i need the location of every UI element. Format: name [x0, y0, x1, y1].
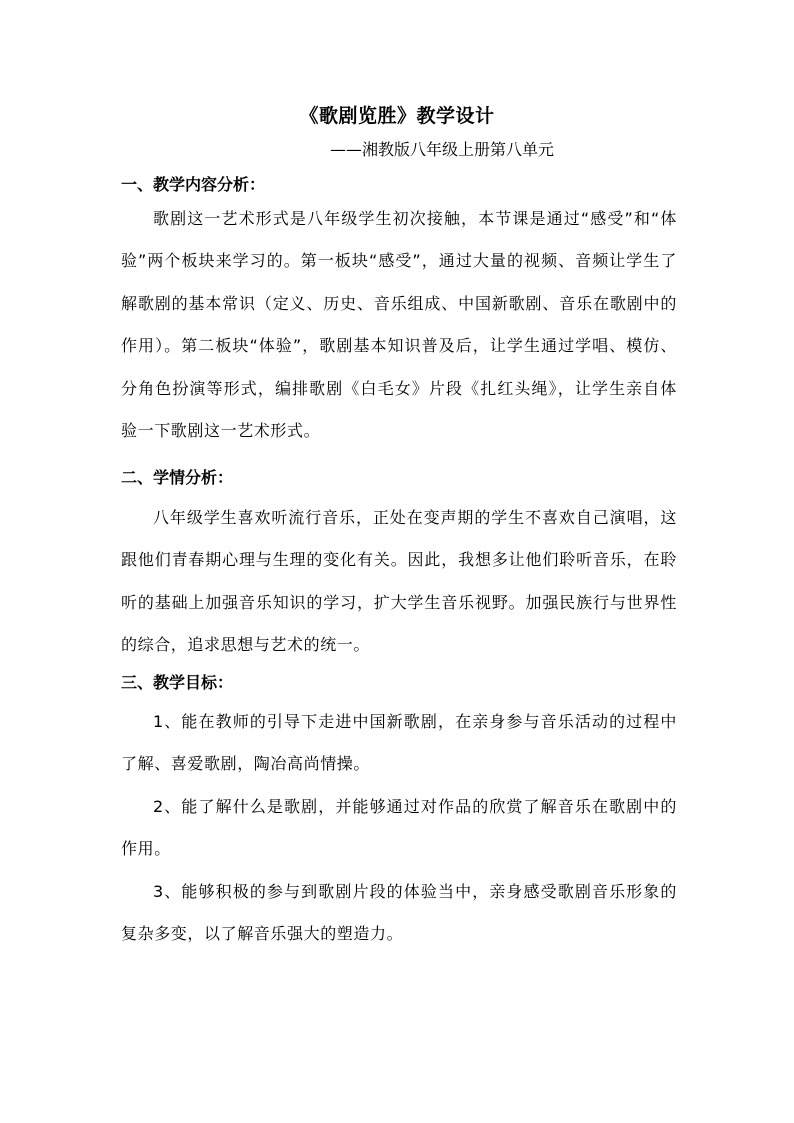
paragraph-student-analysis: 八年级学生喜欢听流行音乐，正处在变声期的学生不喜欢自己演唱，这跟他们青春期心理与生理的变化有关。因此，我想多让他们聆听音乐，在聆听的基础上加强音乐知识的学习，扩大学生音乐视野。加强民族行与世界性的综合，追求思想与艺术的统一。	[121, 508, 677, 655]
section-heading-content-analysis: 一、教学内容分析：	[121, 175, 266, 194]
section-heading-teaching-goals: 三、教学目标：	[121, 673, 234, 692]
document-title: 《歌剧览胜》教学设计	[299, 105, 495, 127]
paragraph-goal-3: 3、能够积极的参与到歌剧片段的体验当中，亲身感受歌剧音乐形象的复杂多变，以了解音乐强大的塑造力。	[121, 882, 677, 944]
document-subtitle: ——湘教版八年级上册第八单元	[330, 140, 555, 159]
paragraph-goal-2: 2、能了解什么是歌剧，并能够通过对作品的欣赏了解音乐在歌剧中的作用。	[121, 797, 677, 859]
paragraph-content-analysis: 歌剧这一艺术形式是八年级学生初次接触，本节课是通过“感受”和“体验”两个板块来学习的。第一板块“感受”，通过大量的视频、音频让学生了解歌剧的基本常识（定义、历史、音乐组成、中国新歌剧、音乐在歌剧中的作用）。第二板块“体验”，歌剧基本知识普及后，让学生通过学唱、模仿、分角色扮演等形式，编排歌剧《白毛女》片段《扎红头绳》，让学生亲自体验一下歌剧这一艺术形式。	[121, 209, 677, 441]
paragraph-goal-1: 1、能在教师的引导下走进中国新歌剧，在亲身参与音乐活动的过程中了解、喜爱歌剧，陶冶高尚情操。	[121, 712, 677, 774]
section-heading-student-analysis: 二、学情分析：	[121, 468, 234, 487]
